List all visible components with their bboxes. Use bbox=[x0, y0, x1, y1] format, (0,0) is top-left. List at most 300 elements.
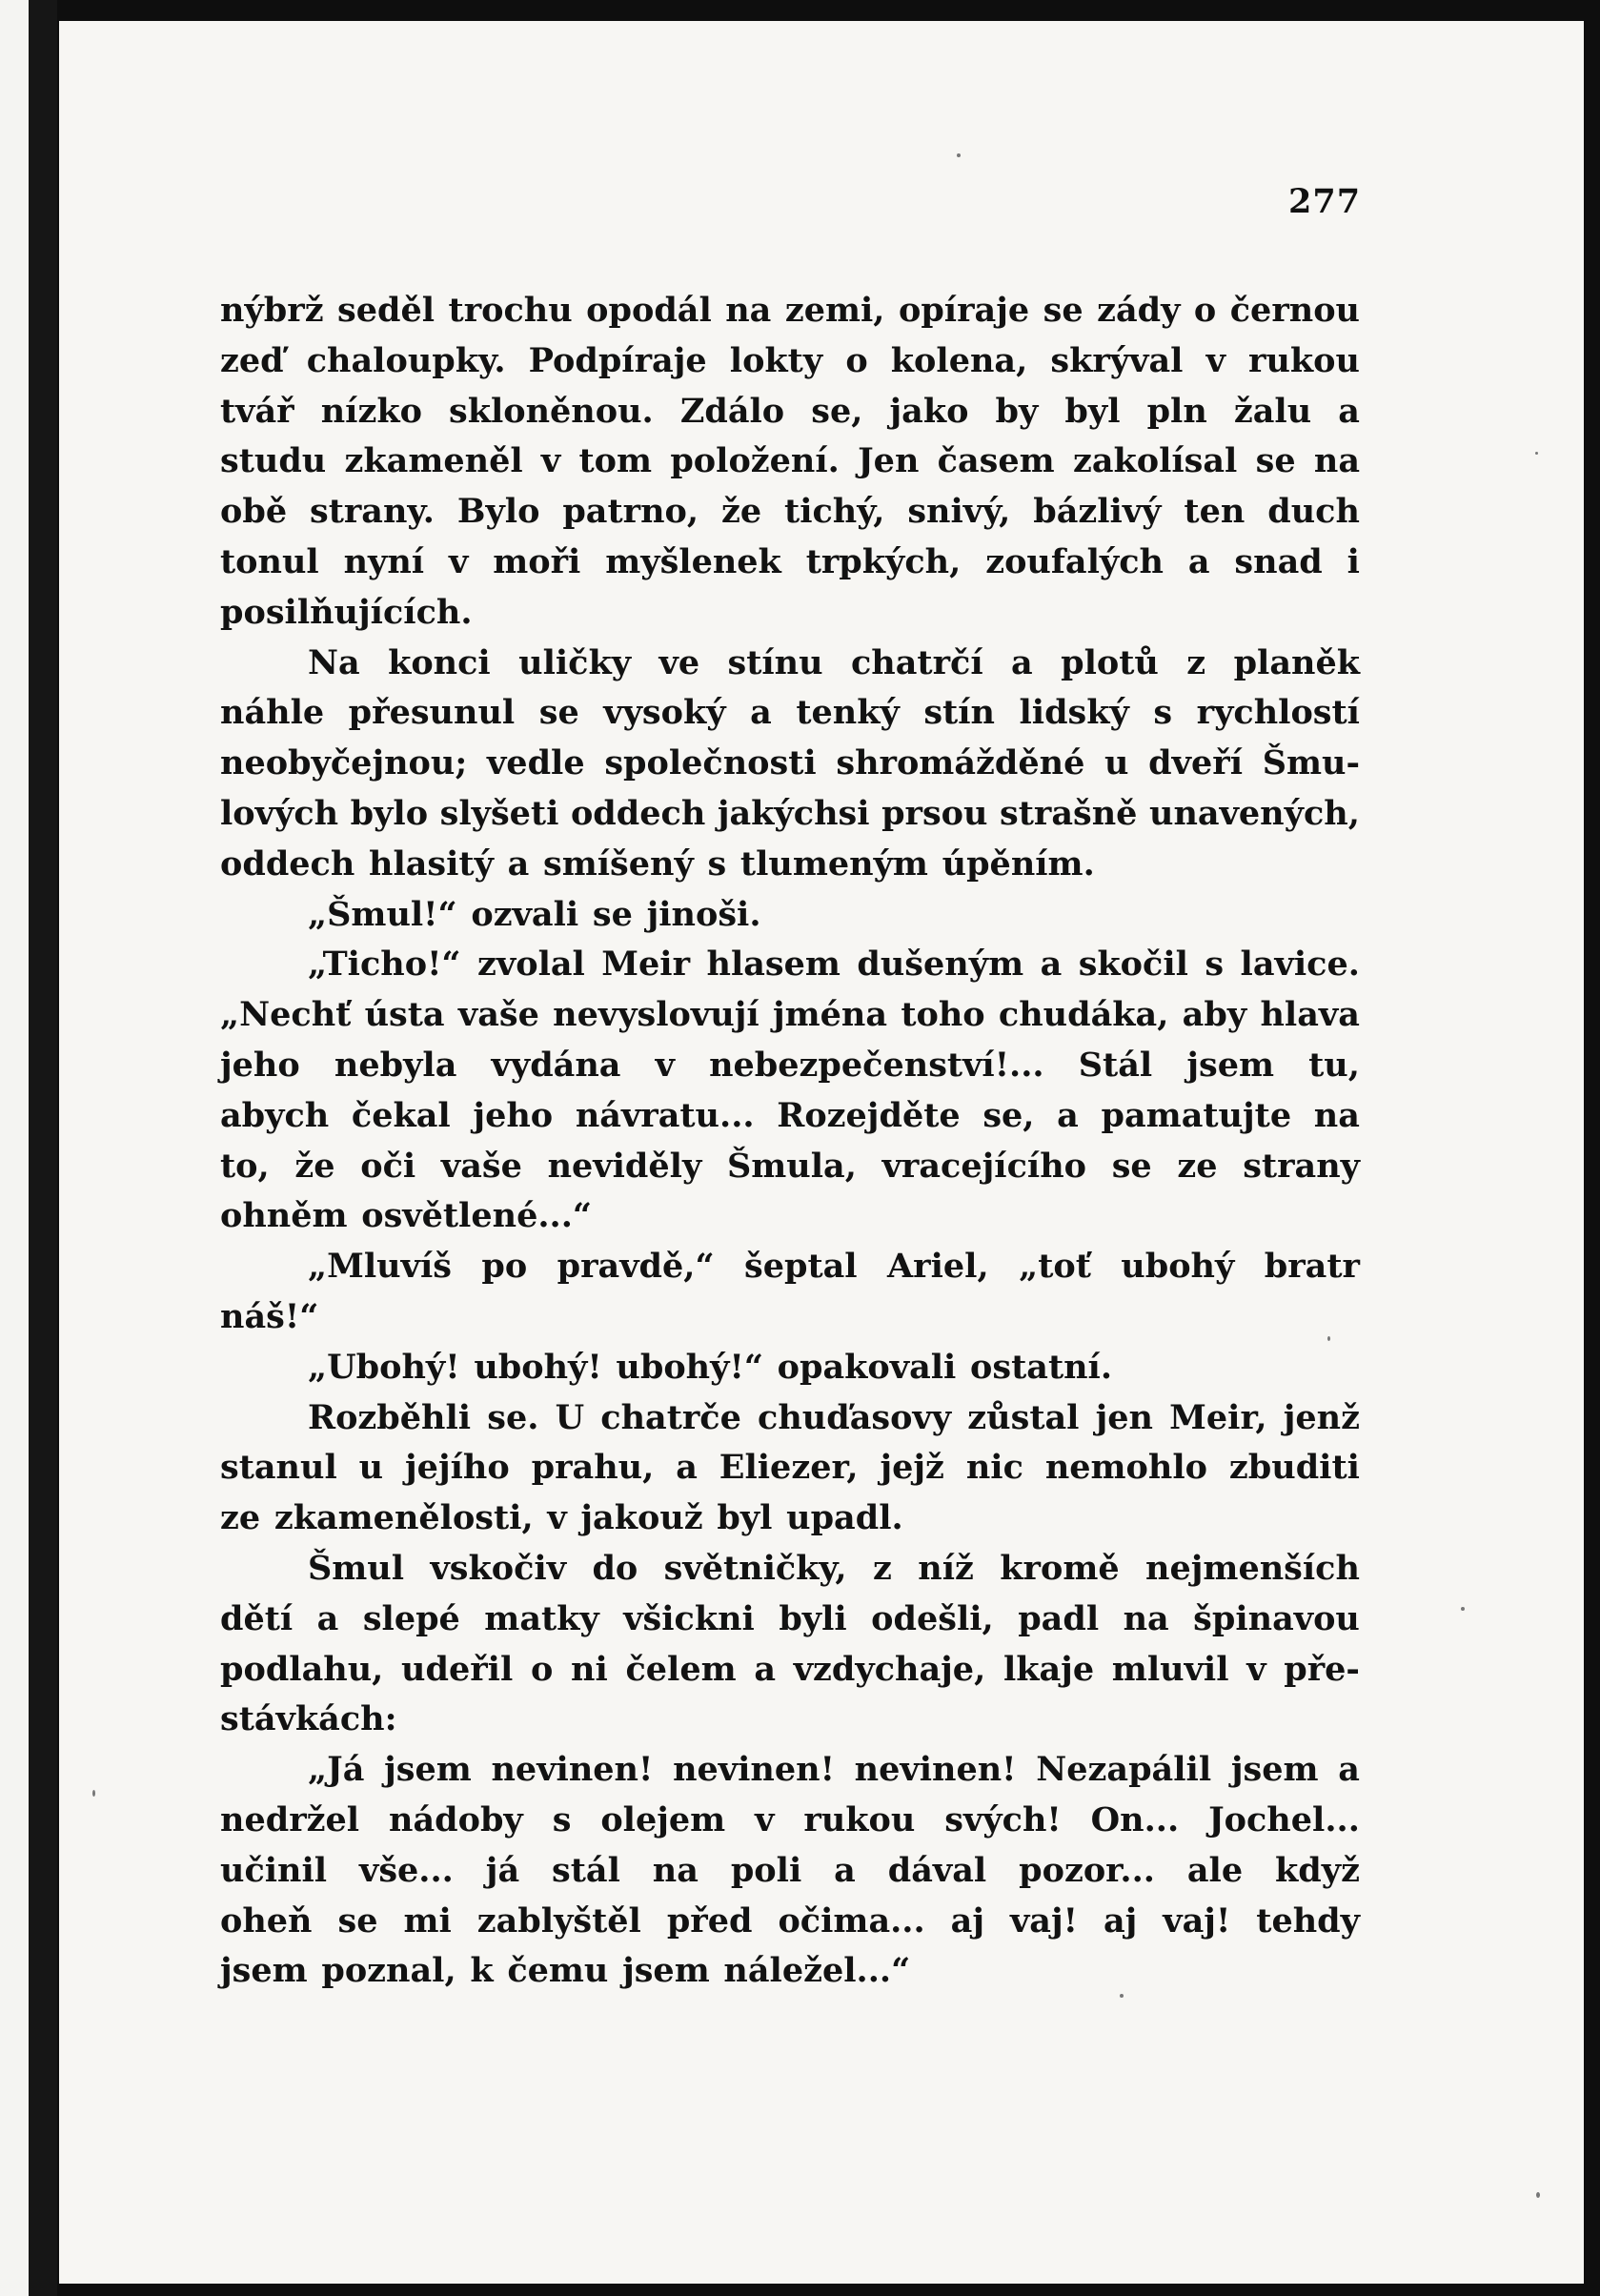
word: Šmula, bbox=[726, 1146, 857, 1186]
text-line bbox=[220, 789, 1360, 840]
word: čemu bbox=[507, 1951, 609, 1991]
word: strany bbox=[1243, 1146, 1360, 1186]
word: se bbox=[337, 1900, 378, 1940]
word: s bbox=[707, 843, 727, 884]
word: zeď bbox=[220, 340, 284, 380]
word: vaše bbox=[440, 1146, 522, 1186]
word: nebyla bbox=[334, 1045, 457, 1085]
word: duch bbox=[1267, 492, 1360, 532]
word: ze bbox=[220, 1498, 261, 1538]
word: Meir bbox=[601, 945, 691, 985]
word: a bbox=[1338, 391, 1360, 431]
word: černou bbox=[1229, 291, 1360, 330]
word: tenký bbox=[796, 693, 900, 733]
word: pravdě,“ bbox=[557, 1247, 715, 1287]
word: vaše bbox=[457, 995, 539, 1035]
word: dveří bbox=[1148, 743, 1243, 783]
word: chatrčí bbox=[850, 642, 983, 682]
word: tvář bbox=[220, 391, 294, 431]
word: pln bbox=[1146, 391, 1207, 431]
word: oddech bbox=[570, 793, 706, 833]
word: zkameněl bbox=[344, 441, 523, 481]
word: nemohlo bbox=[1044, 1448, 1207, 1488]
word: v bbox=[540, 441, 561, 481]
word: na bbox=[652, 1850, 699, 1890]
word: oheň bbox=[220, 1900, 313, 1940]
word: v bbox=[655, 1045, 675, 1085]
word: rukou bbox=[1248, 340, 1360, 380]
word: jsem bbox=[1230, 1750, 1319, 1790]
word: očima... bbox=[778, 1900, 925, 1940]
word: nyní bbox=[343, 541, 425, 581]
word: s bbox=[1153, 693, 1173, 733]
text-line bbox=[220, 1443, 1360, 1493]
word: „Ubohý! bbox=[308, 1347, 460, 1387]
word: rukou bbox=[803, 1799, 916, 1839]
word: a bbox=[750, 693, 772, 733]
word: časem bbox=[937, 441, 1055, 481]
word: toho bbox=[901, 995, 985, 1035]
word: ten bbox=[1184, 492, 1246, 532]
word: Eliezer, bbox=[719, 1448, 859, 1488]
word: vaj! bbox=[1009, 1900, 1078, 1940]
word: jména bbox=[772, 995, 888, 1035]
word: posilňujících. bbox=[220, 592, 473, 632]
text-line bbox=[220, 1242, 1360, 1292]
word: matky bbox=[484, 1598, 599, 1638]
text-line bbox=[220, 1343, 1360, 1393]
word: nejmenších bbox=[1145, 1548, 1360, 1588]
word: zbuditi bbox=[1228, 1448, 1360, 1488]
word: se. bbox=[487, 1397, 539, 1437]
word: ale bbox=[1186, 1850, 1244, 1890]
word: konci bbox=[388, 642, 491, 682]
word: jejího bbox=[405, 1448, 510, 1488]
word: ze bbox=[1177, 1146, 1218, 1186]
text-line bbox=[220, 336, 1360, 387]
word: skrýval bbox=[1050, 340, 1184, 380]
text-line bbox=[220, 1142, 1360, 1192]
word: plotů bbox=[1061, 642, 1159, 682]
word: náhle bbox=[220, 693, 325, 733]
word: osvětlené...“ bbox=[361, 1196, 593, 1236]
word: snad bbox=[1234, 541, 1323, 581]
word: nic bbox=[965, 1448, 1023, 1488]
word: ve bbox=[658, 642, 700, 682]
word: Podpíraje bbox=[528, 340, 707, 380]
word: „Ticho!“ bbox=[308, 945, 461, 985]
word: tichý, bbox=[784, 492, 885, 532]
text-line bbox=[220, 1091, 1360, 1142]
word: jen bbox=[1095, 1397, 1154, 1437]
word: z bbox=[1186, 642, 1206, 682]
word: vedle bbox=[486, 743, 585, 783]
word: byli bbox=[779, 1598, 847, 1638]
word: u bbox=[358, 1448, 384, 1488]
word: úpěním. bbox=[942, 843, 1095, 884]
word: lidský bbox=[1019, 693, 1129, 733]
word: a bbox=[1338, 1750, 1360, 1790]
text-line bbox=[220, 1796, 1360, 1846]
word: ni bbox=[571, 1649, 608, 1689]
word: neviděly bbox=[547, 1146, 702, 1186]
word: náš!“ bbox=[220, 1296, 319, 1336]
word: pamatujte bbox=[1101, 1095, 1292, 1135]
word: čekal bbox=[351, 1095, 451, 1135]
word: prahu, bbox=[531, 1448, 655, 1488]
word: patrno, bbox=[562, 492, 699, 532]
word: zvolal bbox=[477, 945, 585, 985]
word: čelem bbox=[625, 1649, 737, 1689]
word: nedržel bbox=[220, 1799, 360, 1839]
word: kolena, bbox=[890, 340, 1028, 380]
word: ozvali bbox=[471, 894, 579, 934]
binding-gutter bbox=[29, 0, 57, 2296]
word: a bbox=[1057, 1095, 1079, 1135]
word: špinavou bbox=[1193, 1598, 1360, 1638]
word: přesunul bbox=[348, 693, 516, 733]
word: hlasitý bbox=[369, 843, 494, 884]
word: zůstal bbox=[967, 1397, 1080, 1437]
word: šeptal bbox=[744, 1247, 858, 1287]
word: se, bbox=[982, 1095, 1035, 1135]
word: na bbox=[1313, 1095, 1360, 1135]
word: unavených, bbox=[1149, 793, 1360, 833]
word: jsem bbox=[384, 1750, 472, 1790]
word: a bbox=[754, 1649, 776, 1689]
word: když bbox=[1275, 1850, 1360, 1890]
word: oči bbox=[360, 1146, 416, 1186]
word: studu bbox=[220, 441, 327, 481]
word: chaloupky. bbox=[306, 340, 506, 380]
word: poli bbox=[730, 1850, 802, 1890]
word: jsem bbox=[1186, 1045, 1274, 1085]
word: a bbox=[316, 1598, 339, 1638]
word: bratr bbox=[1264, 1247, 1360, 1287]
text-line bbox=[220, 890, 1360, 941]
word: myšlenek bbox=[605, 541, 781, 581]
word: jakýchsi bbox=[717, 793, 870, 833]
word: aj bbox=[950, 1900, 984, 1940]
word: na bbox=[1123, 1598, 1169, 1638]
scan-speck bbox=[1536, 2192, 1540, 2198]
word: se bbox=[538, 693, 579, 733]
word: jenž bbox=[1283, 1397, 1360, 1437]
word: zády bbox=[1097, 291, 1181, 330]
word: opíraje bbox=[898, 291, 1030, 330]
word: tu, bbox=[1308, 1045, 1360, 1085]
word: z bbox=[873, 1548, 892, 1588]
text-line bbox=[220, 387, 1360, 437]
word: Bylo bbox=[456, 492, 540, 532]
word: a bbox=[1187, 541, 1210, 581]
word: v bbox=[1246, 1649, 1266, 1689]
word: ubohý bbox=[1121, 1247, 1235, 1287]
scan-speck bbox=[92, 1790, 95, 1797]
word: Rozběhli bbox=[308, 1397, 472, 1437]
word: skočil bbox=[1078, 945, 1188, 985]
word: jsem bbox=[622, 1951, 710, 1991]
word: nevyslovují bbox=[553, 995, 759, 1035]
body-text bbox=[220, 286, 1360, 1997]
word: shromážděné bbox=[836, 743, 1085, 783]
word: se, bbox=[811, 391, 863, 431]
word: by bbox=[995, 391, 1039, 431]
word: tonul bbox=[220, 541, 319, 581]
word: na bbox=[725, 291, 772, 330]
text-line bbox=[220, 538, 1360, 588]
word: On... bbox=[1090, 1799, 1180, 1839]
word: tehdy bbox=[1256, 1900, 1360, 1940]
word: po bbox=[481, 1247, 528, 1287]
word: nevinen! bbox=[673, 1750, 835, 1790]
word: „toť bbox=[1019, 1247, 1091, 1287]
word: „Mluvíš bbox=[308, 1247, 452, 1287]
word: nebezpečenství!... bbox=[709, 1045, 1044, 1085]
word: s bbox=[1205, 945, 1225, 985]
word: v bbox=[1205, 340, 1225, 380]
word: ubohý! bbox=[474, 1347, 602, 1387]
word: trochu bbox=[448, 291, 573, 330]
text-line bbox=[220, 840, 1360, 890]
word: Jen bbox=[858, 441, 920, 481]
word: aj bbox=[1103, 1900, 1138, 1940]
word: návratu... bbox=[575, 1095, 755, 1135]
word: pozor... bbox=[1019, 1850, 1155, 1890]
word: nýbrž bbox=[220, 291, 324, 330]
word: do bbox=[592, 1548, 638, 1588]
word: učinil bbox=[220, 1850, 328, 1890]
word: pře- bbox=[1284, 1649, 1360, 1689]
word: ubohý!“ bbox=[616, 1347, 763, 1387]
word: bylo bbox=[350, 793, 429, 833]
word: a bbox=[676, 1448, 698, 1488]
word: padl bbox=[1018, 1598, 1100, 1638]
text-line bbox=[220, 639, 1360, 689]
word: skloněnou. bbox=[449, 391, 654, 431]
word: poznal, bbox=[321, 1951, 456, 1991]
word: dušeným bbox=[857, 945, 1024, 985]
word: byl bbox=[1064, 391, 1121, 431]
text-line bbox=[220, 1041, 1360, 1091]
word: odešli, bbox=[871, 1598, 994, 1638]
word: v bbox=[547, 1498, 567, 1538]
word: podlahu, bbox=[220, 1649, 384, 1689]
word: jakouž bbox=[580, 1498, 703, 1538]
word: obě bbox=[220, 492, 288, 532]
word: opodál bbox=[586, 291, 712, 330]
word: stínu bbox=[727, 642, 823, 682]
word: smíšený bbox=[543, 843, 694, 884]
word: vracejícího bbox=[881, 1146, 1086, 1186]
word: Meir, bbox=[1169, 1397, 1267, 1437]
text-line bbox=[220, 1393, 1360, 1444]
word: vaj! bbox=[1163, 1900, 1231, 1940]
word: s bbox=[552, 1799, 572, 1839]
word: aby bbox=[1182, 995, 1247, 1035]
word: Stál bbox=[1078, 1045, 1153, 1085]
word: hlava bbox=[1260, 995, 1360, 1035]
word: jsem bbox=[220, 1951, 308, 1991]
word: nevinen! bbox=[854, 1750, 1017, 1790]
word: vydána bbox=[491, 1045, 621, 1085]
word: slyšeti bbox=[439, 793, 559, 833]
word: planěk bbox=[1233, 642, 1360, 682]
word: snivý, bbox=[907, 492, 1011, 532]
word: že bbox=[294, 1146, 335, 1186]
word: jeho bbox=[473, 1095, 554, 1135]
word: chudáka, bbox=[998, 995, 1169, 1035]
word: olejem bbox=[600, 1799, 726, 1839]
scan-speck bbox=[1461, 1607, 1465, 1611]
word: abych bbox=[220, 1095, 330, 1135]
word: hlasem bbox=[706, 945, 841, 985]
word: slepé bbox=[362, 1598, 460, 1638]
word: strany. bbox=[310, 492, 435, 532]
text-line bbox=[220, 1745, 1360, 1796]
scan-speck bbox=[1327, 1336, 1330, 1341]
word: U bbox=[555, 1397, 585, 1437]
word: lokty bbox=[729, 340, 823, 380]
word: vzdychaje, bbox=[793, 1649, 986, 1689]
text-line bbox=[220, 487, 1360, 538]
text-line bbox=[220, 588, 1360, 639]
word: se bbox=[1111, 1146, 1152, 1186]
word: a bbox=[1011, 642, 1033, 682]
word: dával bbox=[887, 1850, 987, 1890]
word: Šmu- bbox=[1262, 743, 1360, 783]
word: nevinen! bbox=[491, 1750, 654, 1790]
word: a bbox=[1040, 945, 1063, 985]
word: náležel...“ bbox=[723, 1951, 911, 1991]
word: uličky bbox=[518, 642, 632, 682]
word: chuďasovy bbox=[758, 1397, 952, 1437]
word: moři bbox=[493, 541, 581, 581]
word: rychlostí bbox=[1196, 693, 1360, 733]
word: dětí bbox=[220, 1598, 294, 1638]
word: udeřil bbox=[401, 1649, 514, 1689]
word: se bbox=[592, 894, 633, 934]
word: a bbox=[507, 843, 530, 884]
word: u bbox=[1104, 743, 1129, 783]
word: vysoký bbox=[603, 693, 726, 733]
word: vskočiv bbox=[430, 1548, 567, 1588]
text-line bbox=[220, 688, 1360, 739]
word: i bbox=[1347, 541, 1360, 581]
word: svých! bbox=[944, 1799, 1062, 1839]
word: nádoby bbox=[389, 1799, 523, 1839]
word: Šmul bbox=[308, 1548, 405, 1588]
word: upadl. bbox=[786, 1498, 903, 1538]
word: oddech bbox=[220, 843, 355, 884]
word: Rozejděte bbox=[777, 1095, 961, 1135]
word: Jochel... bbox=[1208, 1799, 1360, 1839]
word: ohněm bbox=[220, 1196, 348, 1236]
scan-speck bbox=[1120, 1994, 1124, 1998]
word: se bbox=[1043, 291, 1084, 330]
word: Ariel, bbox=[887, 1247, 989, 1287]
text-line bbox=[220, 1191, 1360, 1242]
word: kromě bbox=[1000, 1548, 1120, 1588]
scan-speck bbox=[957, 153, 961, 157]
word: opakovali bbox=[777, 1347, 957, 1387]
word: nízko bbox=[320, 391, 422, 431]
word: byl bbox=[717, 1498, 773, 1538]
text-line bbox=[220, 437, 1360, 487]
word: jejž bbox=[880, 1448, 944, 1488]
word: o bbox=[530, 1649, 554, 1689]
word: mluvil bbox=[1111, 1649, 1229, 1689]
word: „Nechť bbox=[220, 995, 352, 1035]
word: Zdálo bbox=[679, 391, 785, 431]
word: že bbox=[720, 492, 762, 532]
text-line bbox=[220, 286, 1360, 336]
word: položení. bbox=[670, 441, 840, 481]
text-line bbox=[220, 990, 1360, 1041]
word: mi bbox=[403, 1900, 452, 1940]
word: níž bbox=[918, 1548, 974, 1588]
text-line bbox=[220, 1946, 1360, 1997]
word: lkaje bbox=[1003, 1649, 1095, 1689]
word: stín bbox=[923, 693, 995, 733]
word: společnosti bbox=[604, 743, 817, 783]
word: ostatní. bbox=[970, 1347, 1113, 1387]
word: zoufalých bbox=[985, 541, 1164, 581]
text-line bbox=[220, 1846, 1360, 1897]
text-line bbox=[220, 1645, 1360, 1696]
word: stávkách: bbox=[220, 1699, 397, 1739]
word: jako bbox=[889, 391, 969, 431]
word: v bbox=[755, 1799, 775, 1839]
word: žalu bbox=[1233, 391, 1312, 431]
word: zemi, bbox=[784, 291, 885, 330]
word: zakolísal bbox=[1072, 441, 1238, 481]
word: Nezapálil bbox=[1036, 1750, 1212, 1790]
word: „Šmul!“ bbox=[308, 894, 457, 934]
word: a bbox=[834, 1850, 856, 1890]
word: bázlivý bbox=[1033, 492, 1162, 532]
word: lových bbox=[220, 793, 339, 833]
word: lavice. bbox=[1240, 945, 1360, 985]
word: ústa bbox=[364, 995, 445, 1035]
word: se bbox=[1255, 441, 1296, 481]
word: před bbox=[666, 1900, 753, 1940]
word: světničky, bbox=[663, 1548, 847, 1588]
word: stál bbox=[552, 1850, 620, 1890]
text-line bbox=[220, 1544, 1360, 1595]
word: Na bbox=[308, 642, 360, 682]
word: já bbox=[485, 1850, 520, 1890]
word: seděl bbox=[337, 291, 435, 330]
text-line bbox=[220, 940, 1360, 990]
word: o bbox=[1193, 291, 1217, 330]
word: zablyštěl bbox=[476, 1900, 641, 1940]
text-line bbox=[220, 1595, 1360, 1645]
word: tom bbox=[578, 441, 653, 481]
text-line bbox=[220, 739, 1360, 789]
word: neobyčejnou; bbox=[220, 743, 468, 783]
word: to, bbox=[220, 1146, 270, 1186]
word: vše... bbox=[359, 1850, 454, 1890]
word: stanul bbox=[220, 1448, 337, 1488]
text-line bbox=[220, 1292, 1360, 1343]
word: o bbox=[845, 340, 868, 380]
word: trpkých, bbox=[805, 541, 962, 581]
text-line bbox=[220, 1493, 1360, 1544]
word: prsou bbox=[881, 793, 988, 833]
word: všickni bbox=[623, 1598, 755, 1638]
word: tlumeným bbox=[739, 843, 928, 884]
